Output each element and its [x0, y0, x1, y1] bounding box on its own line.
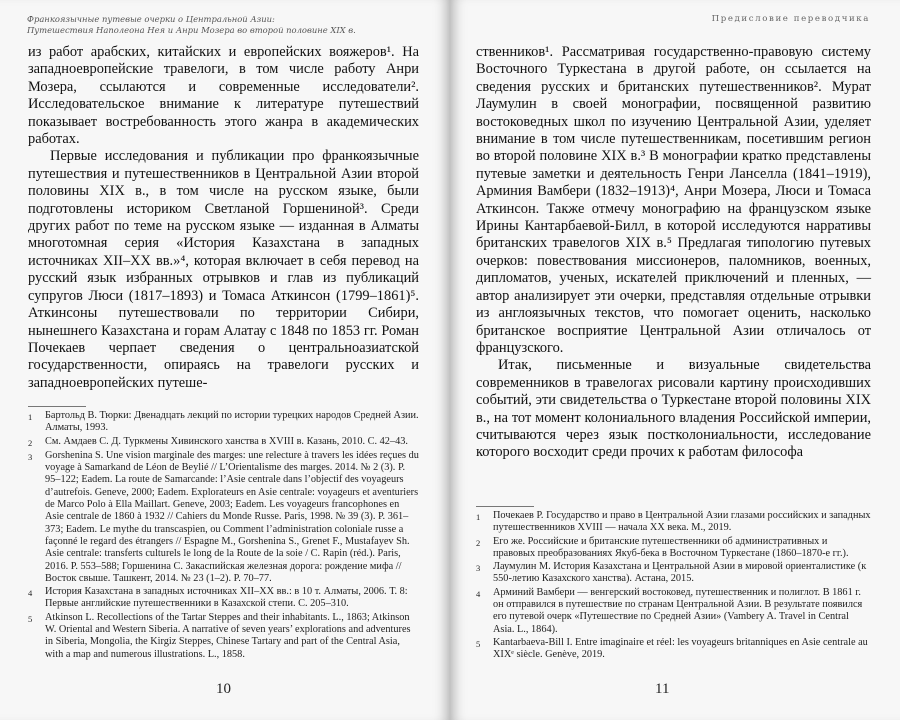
footnote-number: 3 [28, 451, 33, 462]
footnote-text: Почекаев Р. Государство и право в Центральной Азии глазами российских и западных путешественников XVIII — начала XX века. М., 2019. [493, 510, 871, 534]
footnote-number: 2 [28, 437, 33, 448]
footnote-number: 2 [476, 537, 481, 548]
footnote [476, 536, 871, 561]
footnotes [476, 510, 871, 663]
footnote [28, 586, 419, 611]
page-number: 11 [655, 681, 670, 697]
paragraph: ственников¹. Рассматривая государственно-правовую систему Восточного Туркестана в другой работе, он ссылается на сведения русских и британских путешественников². Мурат Лаумулин в своей монографии, посвященной развитию востоковедных школ по изучению Центральной Азии, уделяет внимание в том числе путешественникам, посетившим регион во второй половине XIX в.³ В монографии кратко представлены путевые заметки и деятельность Генри Ланселла (1841–1919), Арминия Вамбери (1832–1913)⁴, Анри Мозера, Люси и Томаса Аткинсон. Также отмечу монографию на французском языке Ирины Кантарбаевой-Билл, в которой исследуются нарративы британских травелогов XIX в.⁵ Предлагая типологию путевых очерков: повествования миссионеров, паломников, военных, дипломатов, ученых, искателей приключений и пленных, — автор анализирует эти очерки, представляя отдельные отрывки из англоязычных текстов, что помогает оценить, насколько британское восприятие Центральной Азии отличалось от французского. [476, 44, 871, 356]
footnote [28, 612, 419, 661]
footnote [28, 450, 419, 585]
paragraph: Итак, письменные и визуальные свидетельства современников в травелогах рисовали картину происходивших событий, эти свидетельства о Туркестане второй половины XIX в., на тот момент колониального владения Российской империи, считываются через язык постколониальности, исследование которого восходит среди прочих к работам философа [476, 357, 871, 461]
footnote-text: Kantarbaeva-Bill I. Entre imaginaire et réel: les voyageurs britanniques en Asie centrale au XIXᵉ siècle. Genève, 2019. [493, 636, 868, 661]
right-page [450, 0, 900, 720]
footnote-number: 3 [476, 563, 481, 574]
paragraph: из работ арабских, китайских и европейских вояжеров¹. На западноевропейские травелоги, в том числе работу Анри Мозера, ссылаются и современные исследователи². Исследовательское внимание к литературе путешествий показывает востребованность этого жанра в академических работах. [28, 44, 419, 148]
footnote-text: См. Амдаев С. Д. Туркмены Хивинского ханства в XVIII в. Казань, 2010. С. 42–43. [45, 435, 408, 447]
footnote-text: Его же. Российские и британские путешественники об административных и правовых преобразованиях Якуб-бека в Восточном Туркестане (1860–1870-е гг.). [493, 535, 849, 559]
footnote-text: Арминий Вамбери — венгерский востоковед, путешественник и полиглот. В 1861 г. он отправился в путешествие по странам Центральной Азии. В результате появился его путевой очерк «Путешествие по Средней Азии» (Vambery A. Travel in Central Asia. L., 1864). [493, 586, 863, 635]
footnote-text: История Казахстана в западных источниках XII–XX вв.: в 10 т. Алматы, 2006. Т. 8: Первые английские путешественники в Казахской степи. С. 205–310. [45, 586, 408, 610]
footnote [476, 587, 871, 636]
footnote [28, 410, 419, 435]
footnote-divider [476, 506, 534, 507]
main-text [476, 44, 871, 462]
running-head-line-1: Франкоязычные путевые очерки о Центральной Азии: [27, 14, 275, 24]
footnote-number: 5 [28, 613, 33, 624]
footnote-number: 1 [28, 412, 33, 422]
footnote-number: 4 [476, 588, 481, 599]
footnote-text: Бартольд В. Тюрки: Двенадцать лекций по истории турецких народов Средней Азии. Алматы, 1993. [45, 410, 419, 434]
footnote-text: Atkinson L. Recollections of the Tartar Steppes and their inhabitants. L., 1863; Atkinson W. Oriental and Western Siberia. A narrative of seven years’ explorations and adventures in Siberia, Mongolia, the Kirgiz Steppes, Chinese Tartary and part of the Central Asia, with a map and numerous illustrations. L., 1858. [45, 611, 411, 660]
footnote-text: Gorshenina S. Une vision marginale des marges: une relecture à travers les idées reçues du voyage à Samarkand de Léon de Beylié // L’Orientalisme des marges. 2014. № 2 (3). P. 95–122; Eadem. La route de Samarcande: l’Asie centrale dans l’objectif des voyageurs d’autrefois. Geneve, 2000; Eadem. Explorateurs en Asie centrale: voyageurs et aventuriers de Marco Polo à Ella Maillart. Geneve, 2003; Eadem. Les voyageurs francophones en Asie centrale de 1860 à 1932 // Cahiers du Monde Russe. Paris, 1998. № 39 (3). P. 361–373; Eadem. Le mythe du transcaspien, ou Comment l’administration coloniale russe a façonné le regard des étrangers // Espagne M., Gorshenina S., Grenet F., Mustafayev Sh. Asie centrale: transferts culturels le long de la Route de la soie / C. Rapin (réd.). Paris, 2016. P. 553–588; Горшенина С. Закаспийская железная дорога: рождение мифа // Восток свыше. Ташкент, 2014. № 23 (1–2). P. 70–77. [45, 449, 419, 584]
paragraph: Первые исследования и публикации про франкоязычные путешествия и путешественников в Центральной Азии второй половины XIX в., в том числе на русском языке, были подготовлены историком Светланой Горшениной³. Среди других работ по теме на русском языке — изданная в Алматы многотомная серия «История Казахстана в западных источниках XII–XX вв.»⁴, которая включает в себя перевод на русский язык избранных отрывков и глав из публикаций супругов Люси (1817–1893) и Томаса Аткинсон (1799–1861)⁵. Аткинсоны путешествовали по территории Сибири, нынешнего Казахстана и горам Алатау с 1848 по 1853 гг. Роман Почекаев черпает сведения о центральноазиатской государственности, опираясь на травелоги русских и западноевропейских путеше- [28, 148, 419, 391]
footnotes [28, 410, 419, 662]
running-head-line-2: Путешествия Наполеона Нея и Анри Мозера во второй половине XIX в. [27, 25, 356, 35]
footnote [476, 637, 871, 662]
footnote-number: 1 [476, 512, 481, 522]
footnote-number: 5 [476, 638, 481, 649]
footnote [476, 510, 871, 535]
running-head: Предисловие переводчика [711, 14, 870, 24]
footnote-number: 4 [28, 588, 33, 599]
page-number: 10 [216, 681, 231, 697]
main-text [28, 44, 419, 392]
footnote-text: Лаумулин М. История Казахстана и Центральной Азии в мировой ориенталистике (к 550-летию Казахского ханства). Астана, 2015. [493, 561, 867, 585]
running-head [27, 14, 427, 36]
footnote [476, 561, 871, 586]
footnote [28, 436, 419, 449]
footnote-divider [28, 406, 86, 407]
